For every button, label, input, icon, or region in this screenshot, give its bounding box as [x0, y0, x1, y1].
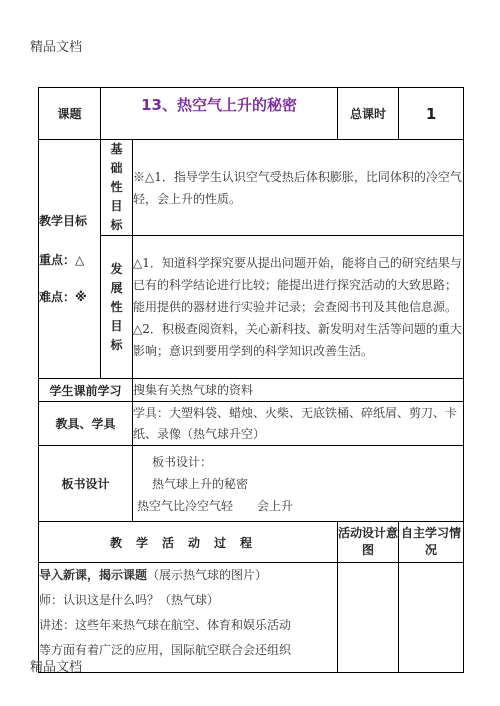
board-line-3: 热空气比冷空气轻 会上升	[137, 498, 294, 513]
lesson-plan-table	[38, 87, 464, 673]
board-line-2: 热气球上升的秘密	[152, 476, 249, 491]
self-study-label: 自主学习情况	[399, 522, 464, 563]
process-label-cell	[39, 522, 338, 563]
prestudy-row	[39, 379, 464, 402]
topic-text: 13、热空气上升的秘密	[141, 96, 297, 114]
watermark-top: 精品文档	[30, 40, 83, 55]
watermark-bottom: 精品文档	[30, 660, 83, 675]
development-goal-text	[133, 236, 464, 379]
tools-text: 学具：大塑料袋、蜡烛、火柴、无底铁桶、碎纸屑、剪刀、卡纸、录像（热气球升空）	[133, 402, 464, 446]
intro-heading: 导入新课，揭示课题	[39, 568, 148, 582]
intro-content	[39, 563, 338, 673]
development-goal-row	[39, 236, 464, 379]
basic-goal-label: 基 础 性 目 标	[101, 140, 133, 236]
tools-label: 教具、学具	[39, 402, 133, 446]
prestudy-label: 学生课前学习	[39, 379, 133, 402]
development-goal-label: 发 展 性 目 标	[101, 236, 133, 379]
goals-label-cell	[39, 140, 101, 379]
process-header-row	[39, 522, 464, 563]
design-intent-label: 活动设计意图	[338, 522, 399, 563]
process-label: 教学活动过程	[110, 535, 267, 550]
hours-value: 1	[399, 88, 464, 140]
topic-title	[101, 88, 338, 140]
intro-line-2: 讲述：这些年来热气球在航空、体育和娱乐活动	[39, 618, 292, 632]
development-item-1: △1．知道科学探究要从提出问题开始，能将自己的研究结果与已有的科学结论进行比较；能提出进行探究活动的大致思路；能用提供的器材进行实验并记录；会查阅书刊及其他信息源。	[133, 256, 462, 314]
key-point: 重点：△	[39, 252, 85, 267]
goals-label: 教学目标	[39, 213, 88, 228]
intro-design-cell	[338, 563, 399, 673]
hours-label: 总课时	[338, 88, 399, 140]
board-label: 板书设计	[39, 446, 133, 522]
header-row	[39, 88, 464, 140]
intro-line-3: 等方面有着广泛的应用，国际航空联合会还组织	[39, 643, 292, 657]
board-row	[39, 446, 464, 522]
board-content	[133, 446, 464, 522]
intro-row	[39, 563, 464, 673]
prestudy-text: 搜集有关热气球的资料	[133, 379, 464, 402]
tools-row	[39, 402, 464, 446]
development-item-2: △2．积极查阅资料，关心新科技、新发明对生活等问题的重大影响；意识到要用学到的科学知识改善生活。	[133, 322, 462, 358]
basic-goal-row	[39, 140, 464, 236]
intro-self-study-cell	[399, 563, 464, 673]
topic-label: 课题	[39, 88, 101, 140]
board-line-1: 板书设计：	[152, 454, 213, 469]
intro-line-1: 师：认识这是什么吗？（热气球）	[39, 593, 220, 607]
intro-heading-note: （展示热气球的图片）	[147, 568, 268, 582]
difficult-point: 难点：※	[39, 289, 87, 304]
basic-goal-text: ※△1．指导学生认识空气受热后体积膨胀，比同体积的冷空气轻，会上升的性质。	[133, 140, 464, 236]
